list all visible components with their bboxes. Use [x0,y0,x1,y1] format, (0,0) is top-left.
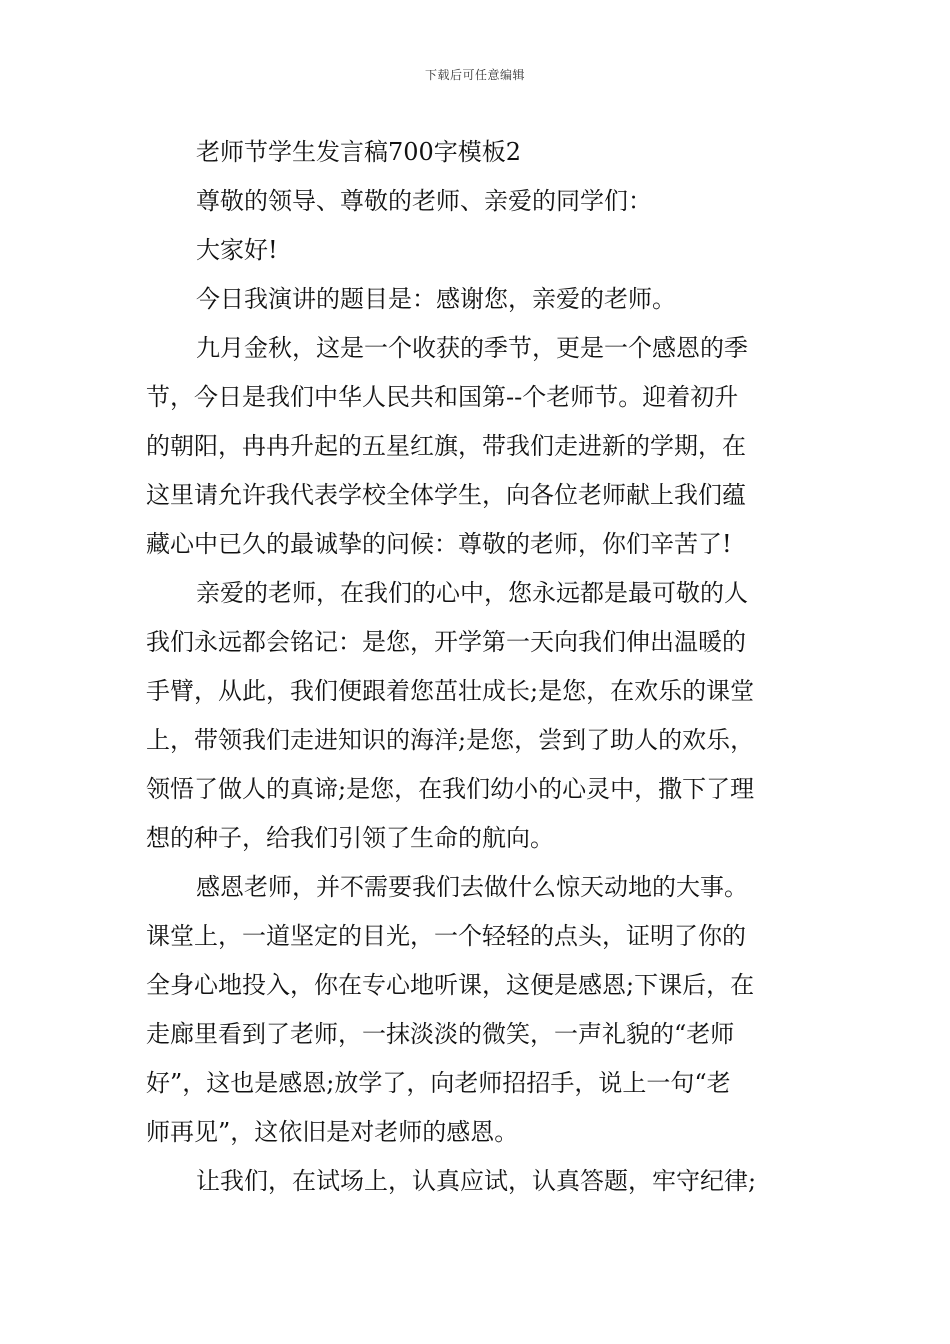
paragraph-line: 上，带领我们走进知识的海洋;是您，尝到了助人的欢乐， [146,726,755,754]
paragraph-line: 九月金秋，这是一个收获的季节，更是一个感恩的季 [196,334,748,362]
document-body [146,128,808,1206]
paragraph-line: 藏心中已久的最诚挚的问候：尊敬的老师，你们辛苦了! [146,530,732,558]
paragraph-line: 好”，这也是感恩;放学了，向老师招招手，说上一句“老 [146,1069,731,1097]
paragraph-1 [146,324,808,569]
paragraph-2 [146,569,808,863]
paragraph-4 [146,1157,808,1206]
paragraph-line: 手臂，从此，我们便跟着您茁壮成长;是您，在欢乐的课堂 [146,677,755,705]
paragraph-line: 师再见”，这依旧是对老师的感恩。 [146,1118,519,1146]
paragraph-line: 全身心地投入，你在专心地听课，这便是感恩;下课后，在 [146,971,755,999]
document-title: 老师节学生发言稿700字模板2 [196,138,522,166]
paragraph-line: 领悟了做人的真谛;是您，在我们幼小的心灵中，撒下了理 [146,775,755,803]
paragraph-line: 我们永远都会铭记：是您，开学第一天向我们伸出温暖的 [146,628,746,656]
paragraph-line: 感恩老师，并不需要我们去做什么惊天动地的大事。 [196,873,748,901]
topic-line: 今日我演讲的题目是：感谢您，亲爱的老师。 [196,285,676,313]
paragraph-line: 亲爱的老师，在我们的心中，您永远都是最可敬的人 [196,579,748,607]
paragraph-line: 走廊里看到了老师，一抹淡淡的微笑，一声礼貌的“老师 [146,1020,735,1048]
paragraph-line: 这里请允许我代表学校全体学生，向各位老师献上我们蕴 [146,481,746,509]
salutation: 尊敬的领导、尊敬的老师、亲爱的同学们： [196,187,652,215]
paragraph-line: 让我们，在试场上，认真应试，认真答题，牢守纪律; [196,1167,757,1195]
paragraph-3 [146,863,808,1157]
paragraph-line: 节，今日是我们中华人民共和国第--个老师节。迎着初升 [146,383,739,411]
paragraph-line: 想的种子，给我们引领了生命的航向。 [146,824,554,852]
paragraph-line: 的朝阳，冉冉升起的五星红旗，带我们走进新的学期，在 [146,432,746,460]
download-note: 下载后可任意编辑 [424,68,525,82]
paragraph-line: 课堂上，一道坚定的目光，一个轻轻的点头，证明了你的 [146,922,746,950]
greeting: 大家好! [196,236,278,264]
